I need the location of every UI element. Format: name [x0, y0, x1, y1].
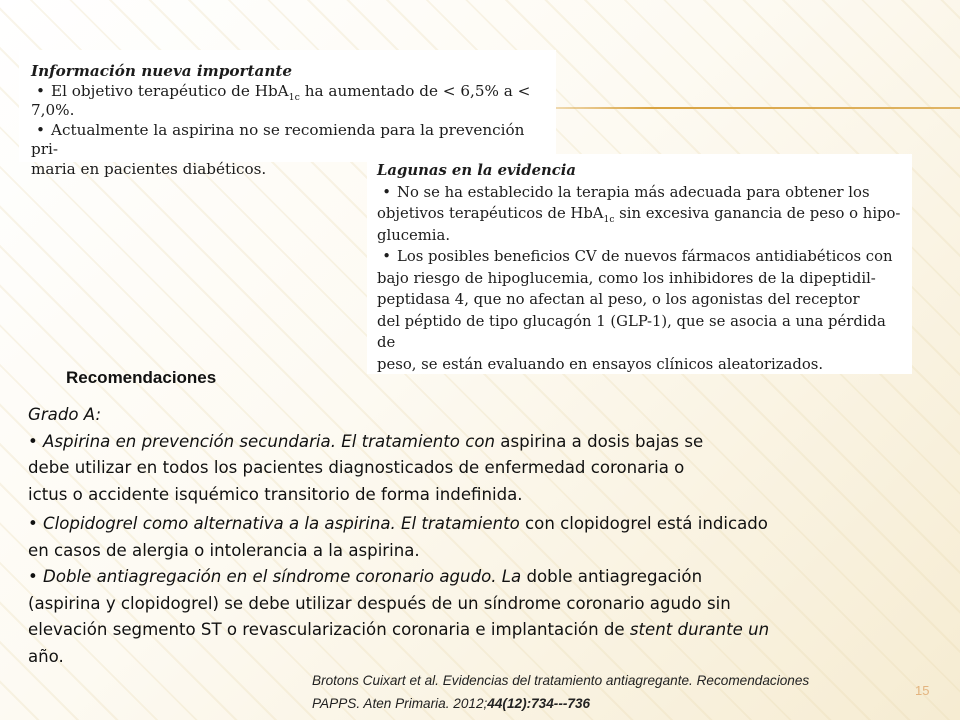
decorative-accent-line [520, 107, 960, 109]
recommendation-aspirin: • Aspirina en prevención secundaria. El tratamiento con aspirina a dosis bajas se [28, 431, 704, 451]
recommendation-aspirin-line: debe utilizar en todos los pacientes diagnosticados de enfermedad coronaria o [28, 458, 685, 477]
citation-line: PAPPS. Aten Primaria. 2012;44(12):734---736 [312, 696, 591, 711]
list-item-continuation: del péptido de tipo glucagón 1 (GLP-1), que se asocia a una pérdida de [377, 312, 886, 351]
recommendations-body [28, 402, 908, 670]
evidence-gaps-box [367, 154, 912, 374]
list-item-continuation: bajo riesgo de hipoglucemia, como los inhibidores de la dipeptidil- [377, 269, 876, 287]
grade-label: Grado A: [28, 405, 102, 424]
recommendation-dual-antiplatelet-line: (aspirina y clopidogrel) se debe utilizar después de un síndrome coronario agudo sin [28, 593, 731, 613]
list-item-continuation: objetivos terapéuticos de HbA$_{1c}$ sin excesiva ganancia de peso o hipo- [377, 205, 901, 225]
recommendation-clopidogrel-line: en casos de alergia o intolerancia a la aspirina. [28, 540, 420, 560]
list-item-continuation: glucemia. [377, 226, 451, 244]
citation [312, 669, 952, 715]
slide-number: 15 [915, 683, 930, 698]
recommendation-dual-antiplatelet-line: año. [28, 646, 64, 666]
list-item-continuation: peso, se están evaluando en ensayos clínicos aleatorizados. [377, 355, 824, 373]
list-item: • El objetivo terapéutico de HbA$_{1c}$ ha aumentado de < 6,5% a < 7,0%. [31, 81, 531, 119]
recommendation-clopidogrel: • Clopidogrel como alternativa a la aspirina. El tratamiento con clopidogrel está indicado [28, 514, 768, 533]
evidence-gaps-title: Lagunas en la evidencia [377, 162, 576, 179]
list-item: • Los posibles beneficios CV de nuevos fármacos antidiabéticos con [382, 248, 893, 265]
list-item-continuation: peptidasa 4, que no afectan al peso, o los agonistas del receptor [377, 291, 860, 308]
recommendation-aspirin-line: ictus o accidente isquémico transitorio de forma indefinida. [28, 484, 523, 504]
list-item: • No se ha establecido la terapia más adecuada para obtener los [382, 183, 870, 201]
evidence-gaps-list [377, 182, 904, 376]
citation-line: Brotons Cuixart et al. Evidencias del tratamiento antiagregante. Recomendaciones [312, 673, 810, 688]
list-item-continuation: maria en pacientes diabéticos. [31, 159, 267, 178]
list-item: • Actualmente la aspirina no se recomienda para la prevención pri- [31, 120, 525, 158]
recommendation-dual-antiplatelet-line: elevación segmento ST o revascularización coronaria e implantación de stent durante un [28, 620, 770, 639]
important-info-title: Información nueva importante [31, 62, 293, 80]
recommendation-dual-antiplatelet: • Doble antiagregación en el síndrome coronario agudo. La doble antiagregación [28, 567, 703, 586]
recommendations-heading: Recomendaciones [66, 368, 217, 387]
